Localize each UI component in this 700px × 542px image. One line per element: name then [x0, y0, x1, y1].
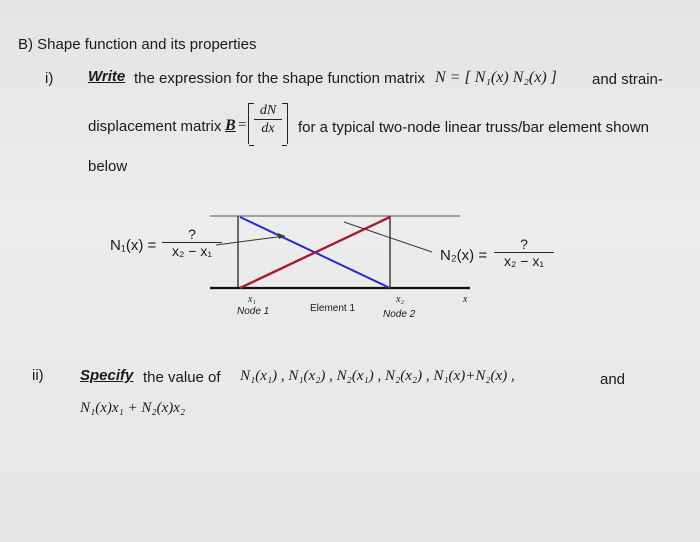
n1-pointer-line	[216, 236, 285, 245]
n2-numerator: ?	[494, 236, 554, 253]
line3-below: below	[88, 158, 128, 175]
b-matrix-symbol: B	[225, 117, 236, 134]
n2-pointer-line	[344, 222, 432, 252]
part2-and: and	[600, 371, 626, 388]
part1-text: the expression for the shape function matrix	[134, 70, 425, 87]
part2-verb: Specify	[80, 367, 134, 384]
fraction-numerator: dN	[254, 103, 282, 120]
part1-verb: Write	[88, 68, 126, 85]
n1-fraction	[162, 226, 222, 260]
section-heading: B) Shape function and its properties	[18, 36, 257, 53]
part2-text: the value of	[143, 369, 221, 386]
fraction-denominator: dx	[261, 121, 275, 136]
n2-denominator: x₂ − x₁	[503, 253, 545, 269]
n1-numerator: ?	[162, 226, 222, 243]
n1-lhs: N₁(x) =	[110, 237, 157, 254]
element1-label: Element 1	[310, 303, 356, 314]
n2-lhs: N₂(x) =	[440, 247, 488, 264]
part2-values: N₁(x₁) , N₁(x₂) , N₂(x₁) , N₂(x₂) , N₁(x)+N₂(x) ,	[240, 368, 515, 384]
node2-label: Node 2	[383, 309, 416, 320]
n2-fraction	[494, 236, 554, 270]
x-axis-label: x	[463, 294, 468, 305]
part1-label: i)	[45, 70, 54, 87]
line2-end: for a typical two-node linear truss/bar element shown	[298, 119, 650, 136]
line2-start: displacement matrix	[88, 118, 222, 135]
part2-line2: N₁(x)x₁ + N₂(x)x₂	[80, 400, 186, 416]
node1-label: Node 1	[237, 306, 270, 317]
part1-tail: and strain-	[592, 71, 663, 88]
b-matrix-equals: =	[238, 117, 247, 133]
n1-denominator: x₂ − x₁	[171, 243, 213, 259]
part2-label: ii)	[32, 367, 44, 384]
shape-matrix-expression: N = [ N₁(x) N₂(x) ]	[435, 69, 557, 86]
x1-tick-label: x₁	[248, 294, 256, 305]
x2-tick-label: x₂	[396, 294, 404, 305]
